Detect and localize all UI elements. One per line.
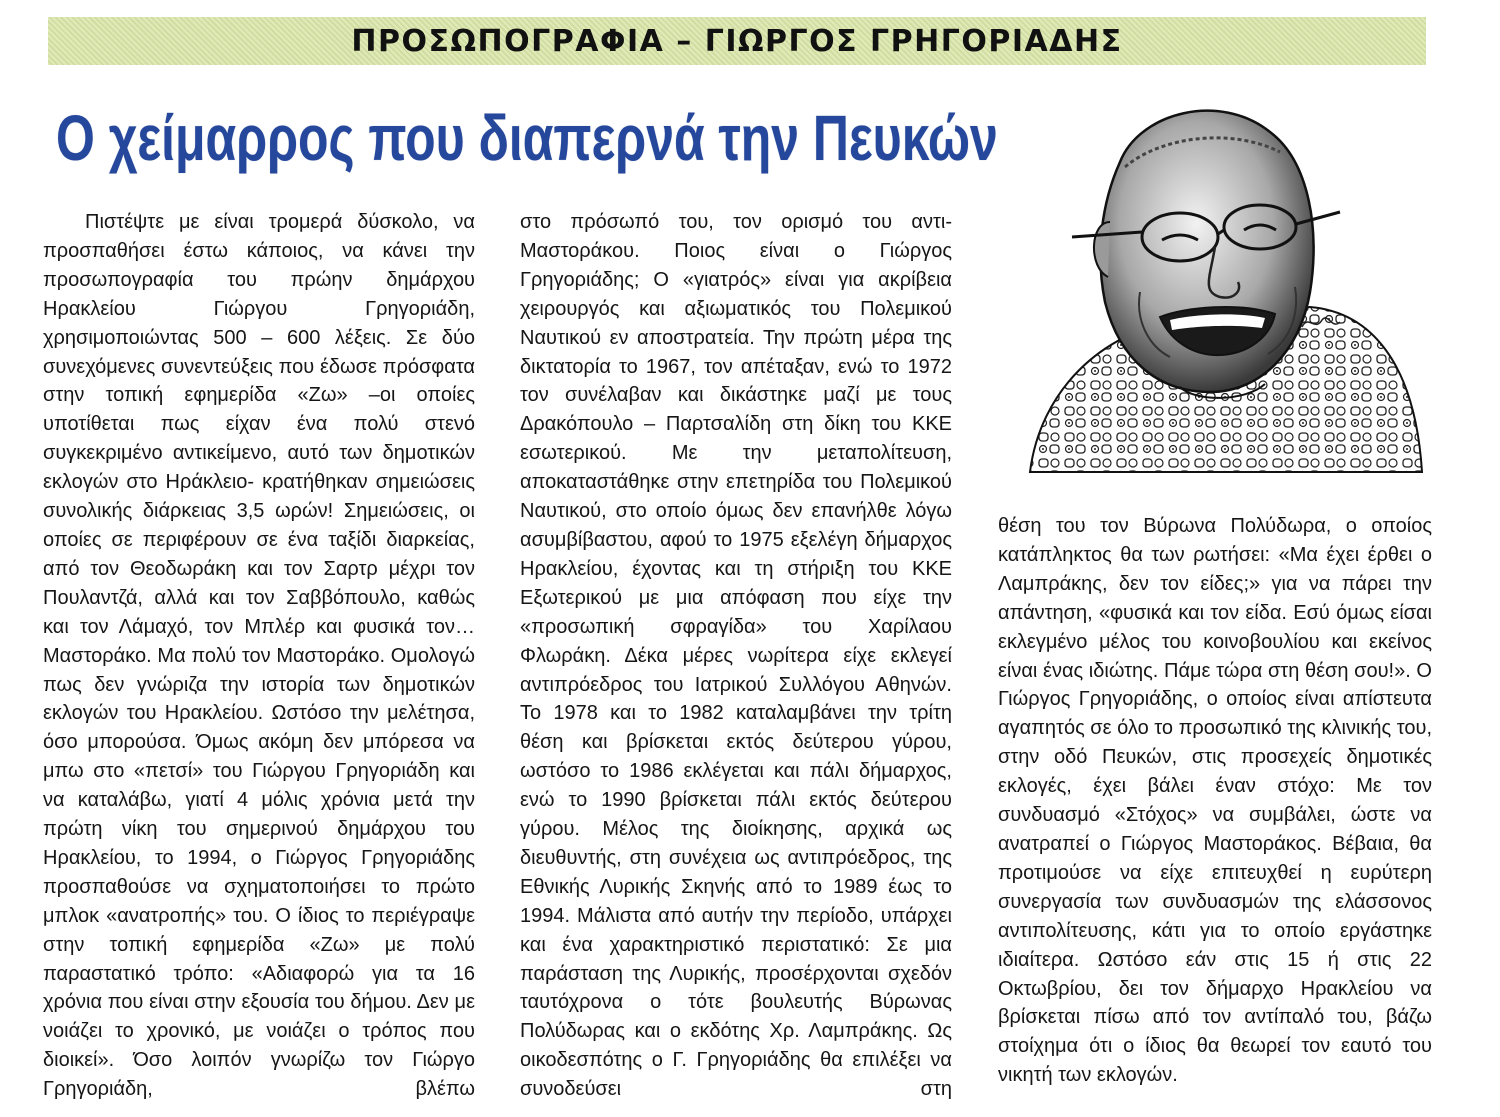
banner-title: ΠΡΟΣΩΠΟΓΡΑΦΙΑ – ΓΙΩΡΓΟΣ ΓΡΗΓΟΡΙΑΔΗΣ [351,23,1123,59]
caricature-illustration [1010,92,1430,482]
section-banner [48,17,1426,65]
column-3-text: θέση του τον Βύρωνα Πολύδωρα, ο οποίος κατάπληκτος θα των ρωτήσει: «Μα έχει έρθει ο Λαμπράκης, δεν τον είδες;» για να πάρει την απάντηση, «φυσικά και τον είδα. Εσύ όμως είσαι εκλεγμένο μέλος του κοινοβουλίου και εκείνος είναι ένας ιδιώτης. Πάμε τώρα στη θέση σου!». Ο Γιώργος Γρηγοριάδης, ο οποίος είναι απίστευτα αγαπητός σε όλο το προσωπικό της κλινικής του, στην οδό Πευκών, στις προσεχείς δημοτικές εκλογές, έχει βάλει έναν στόχο: Με τον συνδυασμό «Στόχος» να συμβάλει, ώστε να ανατραπεί ο Γιώργος Μαστοράκος. Βέβαια, θα προτιμούσε να είχε επιτευχθεί η ευρύτερη συνεργασία των συνδυασμών της ελάσσονος αντιπολίτευσης, κάτι για το οποίο εργάστηκε ιδιαίτερα. Ωστόσο εάν στις 15 ή στις 22 Οκτωβρίου, δει τον δήμαρχο Ηρακλείου να βρίσκεται πίσω από τον αντίπαλό του, βάζω στοίχημα ότι ο ίδιος θα θεωρεί τον εαυτό του νικητή των εκλογών. [998,515,1432,1087]
column-1-text: Πιστέψτε με είναι τρομερά δύσκολο, να προσπαθήσει έστω κάποιος, να κάνει την προσωπογραφία του πρώην δημάρχου Ηρακλείου Γιώργου Γρηγοριάδη, χρησιμοποιώντας 500 – 600 λέξεις. Σε δύο συνεχόμενες συνεντεύξεις που έδωσε πρόσφατα στην τοπική εφημερίδα «Ζω» –οι οποίες υποτίθεται πως είχαν ένα πολύ στενό συγκεκριμένο αντικείμενο, αυτό των δημοτικών εκλογών στο Ηράκλειο- κρατήθηκαν σημειώσεις συνολικής διάρκειας 3,5 ωρών! Σημειώσεις, οι οποίες σε περιφέρουν σε ένα ταξίδι διαρκείας, από τον Θεοδωράκη και τον Σαρτρ μέχρι τον Πουλαντζά, αλλά και τον Σαββόπουλο, καθώς και τον Λάμαχό, τον Μπλέρ και φυσικά τον… Μαστοράκο. Μα πολύ τον Μαστοράκο. Ομολογώ πως δεν γνώριζα την ιστορία των δημοτικών εκλογών του Ηρακλείου. Ωστόσο την μελέτησα, όσο μπορούσα. Όμως ακόμη δεν μπόρεσα να μπω στο «πετσί» του Γιώργου Γρηγοριάδη και να καταλάβω, γιατί 4 μόλις χρόνια μετά την πρώτη νίκη του σημερινού δημάρχου του Ηρακλείου, το 1994, ο Γιώργος Γρηγοριάδης προσπαθούσε να σχηματοποιήσει το πρώτο μπλοκ «ανατροπής» του. Ο ίδιος το περιέγραψε στην τοπική εφημερίδα «Ζω» με πολύ παραστατικό τρόπο: «Αδιαφορώ για τα 16 χρόνια που είναι στην εξουσία του δήμου. Δεν με νοιάζει το χρονικό, με νοιάζει ο τρόπος που διοικεί». Όσο λοιπόν γνωρίζω τον Γιώργο Γρηγοριάδη, βλέπω [43,211,475,1101]
article-column-3 [998,512,1432,1090]
article-column-1 [43,208,475,1104]
column-2-text: στο πρόσωπό του, τον ορισμό του αντι-Μαστοράκου. Ποιος είναι ο Γιώργος Γρηγοριάδης; Ο «γιατρός» είναι για ακρίβεια χειρουργός και αξιωματικός του Πολεμικού Ναυτικού εν αποστρατεία. Την πρώτη μέρα της δικτατορία το 1967, τον απέταξαν, ενώ το 1972 τον συνέλαβαν και δικάστηκε μαζί με τους Δρακόπουλο – Παρτσαλίδη στη δίκη του ΚΚΕ εσωτερικού. Με την μεταπολίτευση, αποκαταστάθηκε στην επετηρίδα του Πολεμικού Ναυτικού, στο οποίο όμως δεν επανήλθε λόγω ασυμβίβαστου, αφού το 1975 εξελέγη δήμαρχος Ηρακλείου, έχοντας και τη στήριξη του ΚΚΕ Εξωτερικού με μια απόφαση που είχε την «προσωπική σφραγίδα» του Χαρίλαου Φλωράκη. Δέκα μέρες νωρίτερα είχε εκλεγεί αντιπρόεδρος του Ιατρικού Συλλόγου Αθηνών. Το 1978 και το 1982 καταλαμβάνει την τρίτη θέση και βρίσκεται εκτός δεύτερου γύρου, ωστόσο το 1986 εκλέγεται και πάλι δήμαρχος, ενώ το 1990 βρίσκεται πάλι εκτός δεύτερου γύρου. Μέλος της διοίκησης, αρχικά ως διευθυντής, στη συνέχεια ως αντιπρόεδρος, της Εθνικής Λυρικής Σκηνής από το 1989 έως το 1994. Μάλιστα από αυτήν την περίοδο, υπάρχει και ένα χαρακτηριστικό περιστατικό: Σε μια παράσταση της Λυρικής, προσέρχονται σχεδόν ταυτόχρονα ο τότε βουλευτής Βύρωνας Πολύδωρας και ο εκδότης Χρ. Λαμπράκης. Ως οικοδεσπότης ο Γ. Γρηγοριάδης θα επιλέξει να συνοδεύσει στη [520,211,952,1101]
article-column-2 [520,208,952,1104]
article-headline: Ο χείμαρρος που διαπερνά την Πευκών [56,102,998,174]
